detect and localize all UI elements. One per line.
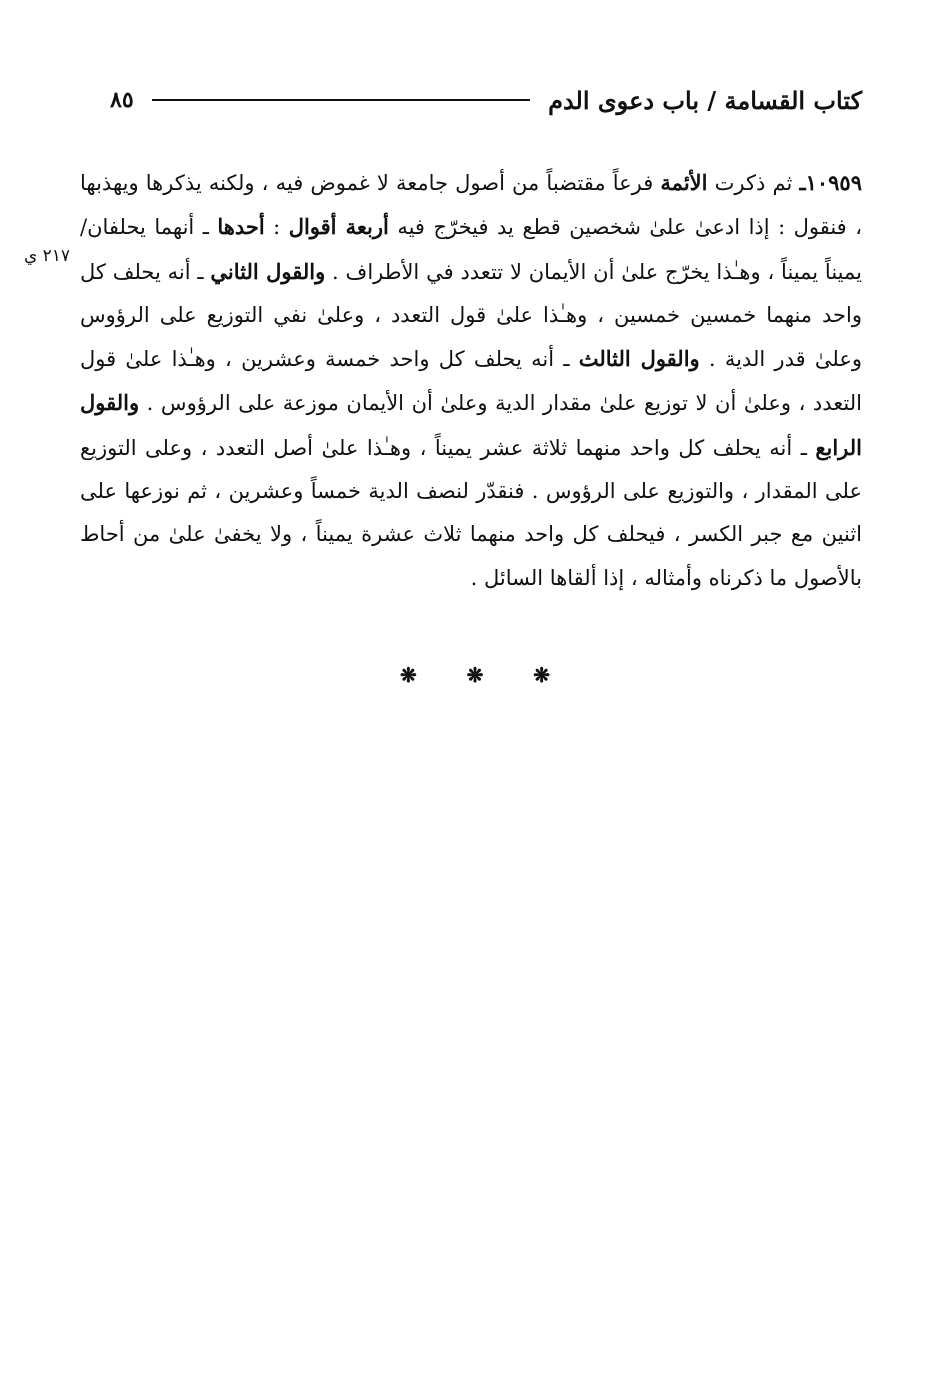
bold-term: والقول الثالث bbox=[578, 346, 700, 372]
bold-term: الأئمة bbox=[660, 170, 708, 195]
body-paragraph bbox=[80, 161, 862, 600]
header-rule bbox=[152, 99, 530, 101]
text-run: : bbox=[264, 215, 289, 240]
asterism-icon: ❋ bbox=[533, 663, 550, 687]
text-run: ثم ذكرت bbox=[707, 171, 800, 195]
margin-manuscript-note: ٢١٧ ي bbox=[23, 246, 71, 266]
bold-term: والقول الثاني bbox=[210, 258, 326, 284]
asterism-icon: ❋ bbox=[466, 663, 484, 687]
text-run: ـ أنه يحلف كل واحد منهما ثلاثة عشر يميناً ، وهـٰذا علىٰ أصل التعدد ، وعلى التوزيع على المقدار ، والتوزيع على الرؤوس . فنقدّر لنصف الدية خمساً وعشرين ، ثم نوزعها على اثنين مع جبر الكسر ، فيحلف كل واحد منهما ثلاث عشرة يميناً ، ولا يخفىٰ علىٰ من أحاط بالأصول ما ذكرناه وأمثاله ، إذا ألقاها السائل . bbox=[80, 435, 862, 590]
paragraph-number: ١٠٩٥٩ـ bbox=[799, 170, 862, 195]
text-run: فرعاً مقتضباً من أصول جامعة لا غموض فيه ، ولكنه يذكرها ويهذبها ، فنقول : إذا ادعىٰ علىٰ شخصين قطع يد فيخرّج فيه bbox=[80, 171, 862, 240]
bold-term: أحدها bbox=[217, 214, 265, 240]
page-header bbox=[110, 80, 862, 120]
asterism-icon: ❋ bbox=[400, 663, 417, 687]
text-run: ـ أنه يحلف كل واحد منهما خمسين خمسين ، وهـٰذا علىٰ قول التعدد ، وعلىٰ نفي التوزيع على الرؤوس وعلىٰ قدر الدية . bbox=[80, 259, 862, 372]
text-run: ـ أنه يحلف كل واحد خمسة وعشرين ، وهـٰذا علىٰ قول التعدد ، وعلىٰ أن لا توزيع علىٰ مقدار الدية وعلىٰ أن الأيمان موزعة على الرؤوس . bbox=[80, 347, 862, 416]
bold-term: أربعة أقوال bbox=[288, 214, 389, 240]
page-number: ٨٥ bbox=[110, 87, 134, 113]
bold-term: والقول الرابع bbox=[80, 390, 862, 460]
section-separator bbox=[400, 660, 550, 690]
running-title: كتاب القسامة / باب دعوى الدم bbox=[548, 85, 862, 115]
text-run: ـ أنهما يحلفان/ يميناً يميناً ، وهـٰذا يخرّج علىٰ أن الأيمان لا تتعدد في الأطراف . bbox=[80, 215, 862, 284]
